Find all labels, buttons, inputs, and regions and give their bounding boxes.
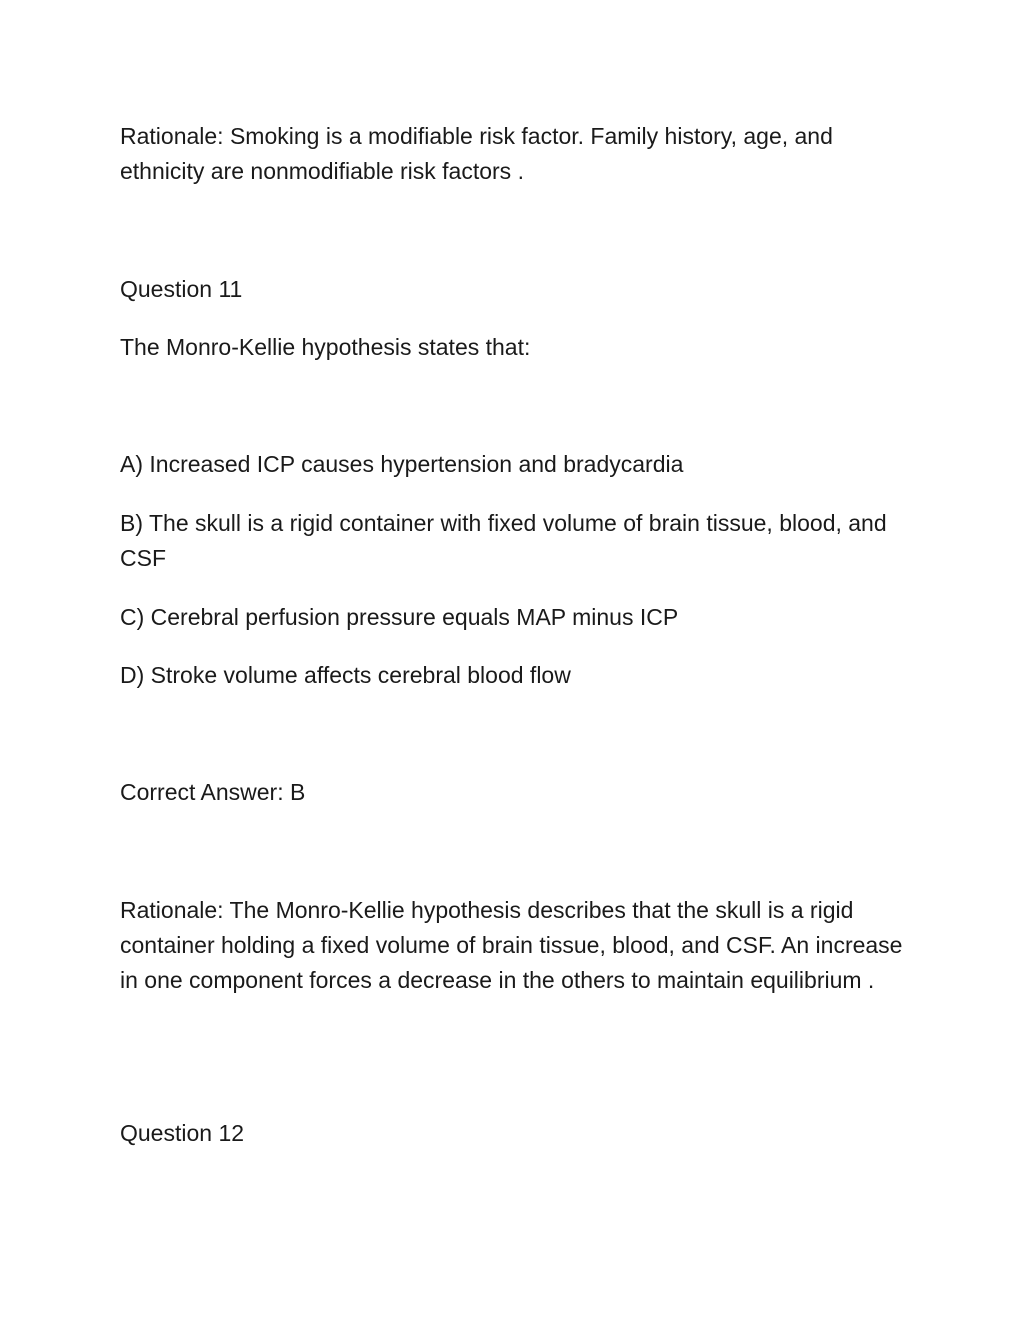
question-12-heading: Question 12 bbox=[120, 1120, 245, 1146]
correct-answer: Correct Answer: B bbox=[120, 779, 306, 805]
option-d: D) Stroke volume affects cerebral blood flow bbox=[120, 662, 571, 688]
question-11-stem: The Monro-Kellie hypothesis states that: bbox=[120, 334, 531, 360]
question-11-heading: Question 11 bbox=[120, 276, 243, 302]
option-c: C) Cerebral perfusion pressure equals MAP minus ICP bbox=[120, 604, 679, 630]
option-a: A) Increased ICP causes hypertension and bradycardia bbox=[120, 451, 684, 477]
question-11-rationale: Rationale: The Monro-Kellie hypothesis describes that the skull is a rigid container holding a fixed volume of brain tissue, blood, and CSF. An increase in one component forces a decrease in the others to maintain equilibrium . bbox=[120, 897, 903, 993]
previous-rationale: Rationale: Smoking is a modifiable risk factor. Family history, age, and ethnicity are nonmodifiable risk factors . bbox=[120, 123, 833, 184]
option-b: B) The skull is a rigid container with fixed volume of brain tissue, blood, and CSF bbox=[120, 510, 887, 571]
